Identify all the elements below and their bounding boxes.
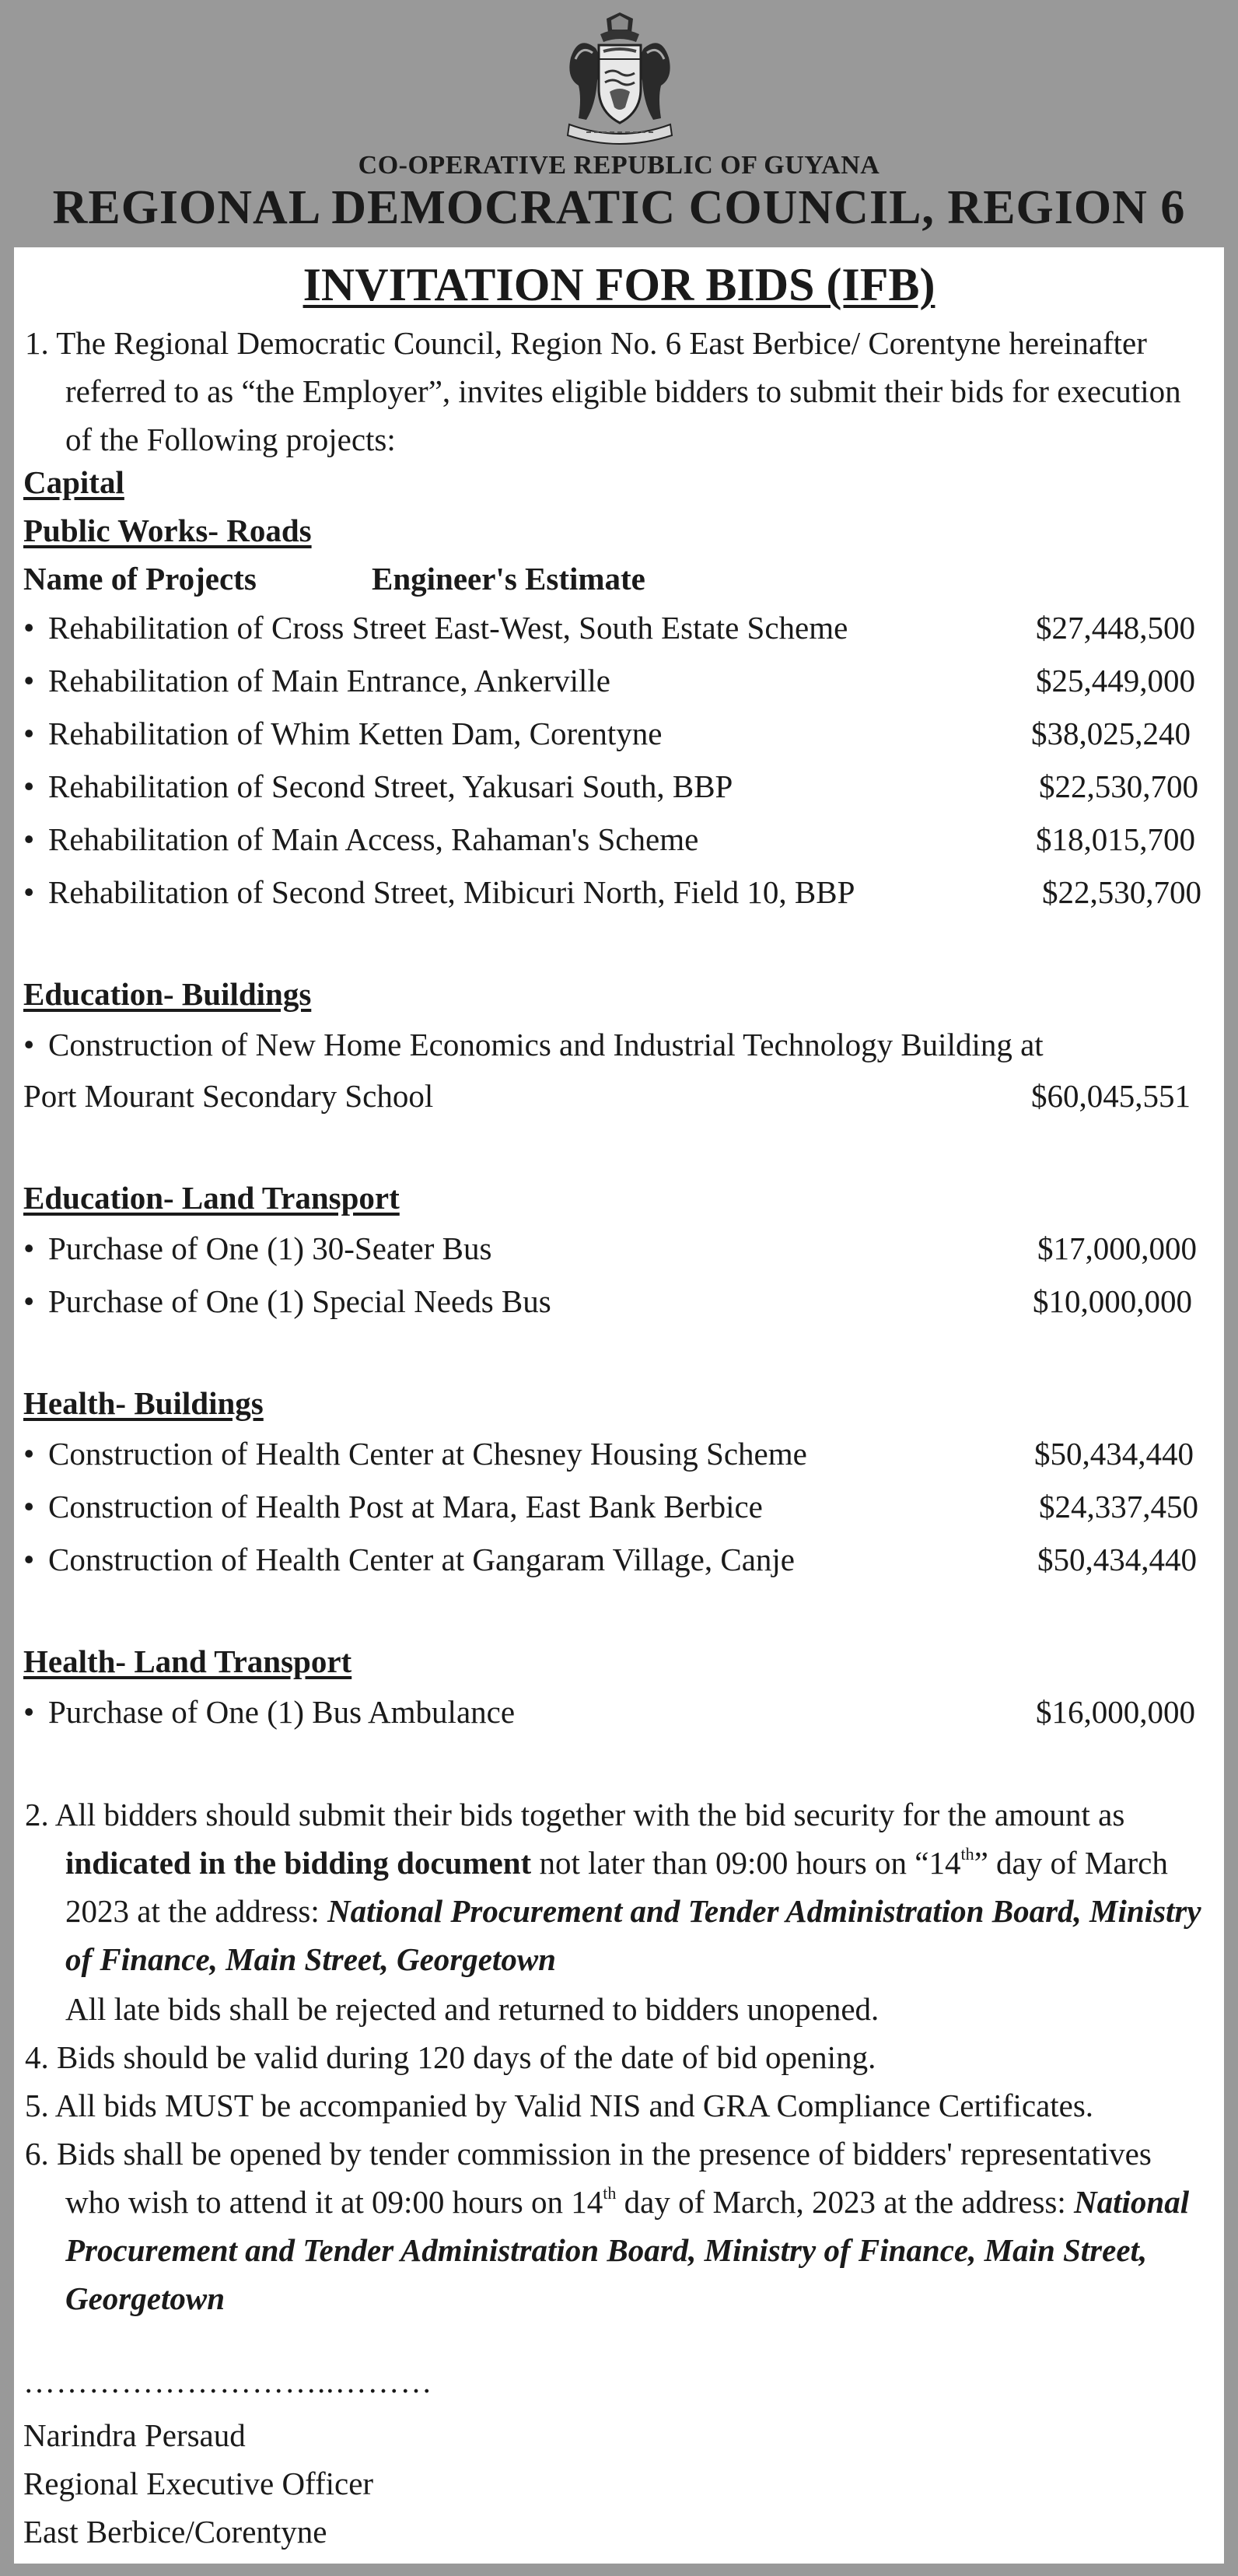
project-amount: $50,434,440	[1034, 1436, 1194, 1472]
column-estimate: Engineer's Estimate	[372, 561, 645, 597]
project-name: Construction of Health Center at Gangaram Village, Canje	[48, 1542, 795, 1577]
capital-label: Capital	[23, 464, 124, 500]
list-item: • Rehabilitation of Second Street, Yakusari South, BBP $22,530,700	[23, 762, 1213, 810]
project-amount: $50,434,440	[1037, 1542, 1197, 1577]
project-amount: $22,530,700	[1039, 768, 1198, 804]
project-name: Rehabilitation of Cross Street East-West, South Estate Scheme	[48, 610, 848, 646]
council-name: REGIONAL DEMOCRATIC COUNCIL, REGION 6	[52, 181, 1186, 234]
clause-5: 5. All bids MUST be accompanied by Valid NIS and GRA Compliance Certificates.	[25, 2088, 1094, 2123]
section-heading-health-transport: Health- Land Transport	[23, 1643, 352, 1679]
project-name: Rehabilitation of Main Access, Rahaman's Scheme	[48, 821, 699, 857]
clause-2-late-bids: All late bids shall be rejected and returned to bidders unopened.	[65, 1991, 880, 2027]
list-item: • Rehabilitation of Main Access, Rahaman's Scheme $18,015,700	[23, 815, 1213, 863]
clause-6: 6. Bids shall be opened by tender commission in the presence of bidders' representatives who wish to attend it at 09:00 hours on 14th day of March, 2023 at the address: National Procurement and Tender Administration Board, Ministry of Finance, Main Street, Georgetown	[25, 2136, 1190, 2316]
list-item: • Construction of Health Center at Gangaram Village, Canje $50,434,440	[23, 1535, 1213, 1584]
notice-body	[14, 247, 1224, 2564]
project-amount: $25,449,000	[1036, 663, 1195, 698]
column-projects: Name of Projects	[23, 561, 257, 597]
project-amount: $16,000,000	[1036, 1694, 1195, 1730]
clause-2: 2. All bidders should submit their bids together with the bid security for the amount as indicated in the bidding document not later than 09:00 hours on “14th” day of March 2023 at the address: National Procurement and Tender Administration Board, Ministry of Finance, Main Street, Georgetown	[25, 1797, 1201, 1977]
project-name: Construction of Health Center at Chesney Housing Scheme	[48, 1436, 807, 1472]
clause-1: 1. The Regional Democratic Council, Region No. 6 East Berbice/ Corentyne hereinafter referred to as “the Employer”, invites eligible bidders to submit their bids for execution of the Following projects:	[25, 325, 1181, 457]
project-name: Rehabilitation of Second Street, Mibicuri North, Field 10, BBP	[48, 874, 855, 910]
signatory-title: Regional Executive Officer	[23, 2466, 374, 2501]
section-heading-roads: Public Works- Roads	[23, 513, 312, 548]
list-item: • Rehabilitation of Cross Street East-West, South Estate Scheme $27,448,500	[23, 604, 1213, 652]
project-name: Rehabilitation of Second Street, Yakusari South, BBP	[48, 768, 733, 804]
project-amount: $10,000,000	[1033, 1283, 1192, 1319]
list-item: • Purchase of One (1) Bus Ambulance $16,000,000	[23, 1688, 1213, 1736]
project-amount: $17,000,000	[1037, 1230, 1197, 1266]
list-item: • Rehabilitation of Whim Ketten Dam, Corentyne $38,025,240	[23, 709, 1213, 758]
list-item: • Construction of Health Center at Chesney Housing Scheme $50,434,440	[23, 1430, 1213, 1478]
section-heading-education-buildings: Education- Buildings	[23, 976, 312, 1012]
guyana-coat-of-arms-icon	[555, 11, 684, 148]
section-heading-health-buildings: Health- Buildings	[23, 1385, 264, 1421]
project-amount: $18,015,700	[1036, 821, 1195, 857]
list-item: • Construction of New Home Economics and Industrial Technology Building at	[23, 1027, 1044, 1062]
list-item: • Rehabilitation of Second Street, Mibicuri North, Field 10, BBP $22,530,700	[23, 868, 1213, 916]
list-item: • Purchase of One (1) Special Needs Bus $10,000,000	[23, 1277, 1213, 1325]
project-name: Rehabilitation of Main Entrance, Ankerville	[48, 663, 610, 698]
project-name-cont: Port Mourant Secondary School	[23, 1078, 434, 1114]
project-amount: $60,045,551	[1031, 1078, 1191, 1114]
project-name: Construction of Health Post at Mara, East Bank Berbice	[48, 1489, 763, 1524]
signatory-region: East Berbice/Corentyne	[23, 2514, 327, 2550]
country-name: CO-OPERATIVE REPUBLIC OF GUYANA	[358, 151, 880, 180]
project-amount: $22,530,700	[1042, 874, 1201, 910]
list-item: • Purchase of One (1) 30-Seater Bus $17,000,000	[23, 1224, 1213, 1272]
project-name: Construction of New Home Economics and Industrial Technology Building at	[48, 1027, 1044, 1062]
project-amount: $27,448,500	[1036, 610, 1195, 646]
list-item: • Construction of Health Post at Mara, East Bank Berbice $24,337,450	[23, 1482, 1213, 1531]
project-name: Rehabilitation of Whim Ketten Dam, Corentyne	[48, 716, 663, 751]
clause-4: 4. Bids should be valid during 120 days of the date of bid opening.	[25, 2039, 876, 2075]
list-item-continued	[23, 1072, 1213, 1120]
project-amount: $24,337,450	[1039, 1489, 1198, 1524]
signatory-name: Narindra Persaud	[23, 2417, 246, 2453]
section-heading-education-transport: Education- Land Transport	[23, 1180, 400, 1216]
project-name: Purchase of One (1) Bus Ambulance	[48, 1694, 516, 1730]
signature-line: ………………………..………	[23, 2364, 433, 2399]
list-item: • Rehabilitation of Main Entrance, Ankerville $25,449,000	[23, 656, 1213, 705]
project-name: Purchase of One (1) 30-Seater Bus	[48, 1230, 492, 1266]
project-amount: $38,025,240	[1031, 716, 1191, 751]
notice-title: INVITATION FOR BIDS (IFB)	[303, 259, 935, 310]
project-name: Purchase of One (1) Special Needs Bus	[48, 1283, 551, 1319]
header	[0, 0, 1238, 247]
column-headers	[23, 560, 645, 597]
